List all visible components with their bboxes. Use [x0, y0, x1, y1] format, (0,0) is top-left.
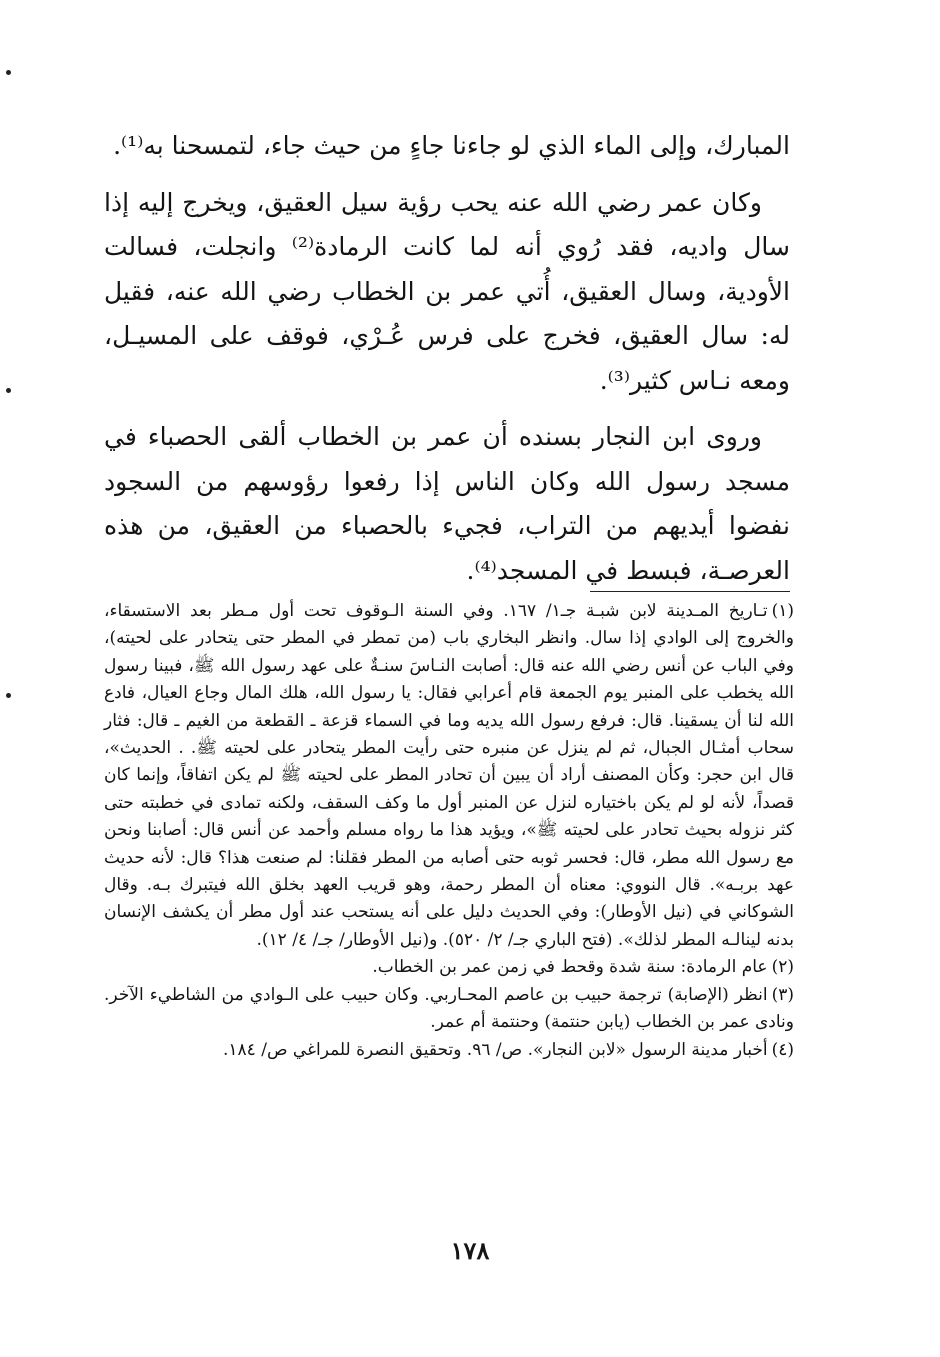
scan-mark [6, 693, 11, 698]
footnote-4 [104, 1037, 794, 1064]
main-text [104, 124, 790, 593]
footnote-number: (٢) [771, 957, 794, 978]
footnote-number: (٣) [771, 984, 794, 1005]
page-number: ١٧٨ [450, 1236, 490, 1265]
footnote-text: أخبار مدينة الرسول «لابن النجار». ص/ ٩٦. وتحقيق النصرة للمراغي ص/ ١٨٤. [223, 1039, 768, 1060]
footnote-text: تـاريخ المـدينة لابن شبـة جـ١/ ١٦٧. وفي السنة الـوقوف تحت أول مـطر بعد الاستسقاء، والخروج إلى الوادي إذا سال. وانظر البخاري باب (من تمطر في المطر حتى يتحادر على لحيته)، وفي الباب عن أنس رضي الله عنه قال: أصابت النـاسَ سنـةٌ على عهد رسول الله ﷺ، فبينا رسول الله يخطب على المنبر يوم الجمعة قام أعرابي فقال: يا رسول الله، هلك المال وجاع العيال، فادع الله لنا أن يسقينا. قال: فرفع رسول الله يديه وما في السماء قزعة ـ القطعة من الغيم ـ قال: فثار سحاب أمثـال الجبال، ثم لم ينزل عن منبره حتى رأيت المطر يتحادر على لحيته ﷺ. . الحديث»، قال ابن حجر: وكأن المصنف أراد أن يبين أن تحادر المطر على لحيته ﷺ لم يكن اتفاقاً، وإنما كان قصداً، لأنه لو لم يكن باختياره لنزل عن المنبر أول ما وكف السقف، ولكنه تمادى في خطبته حتى كثر نزوله بحيث تحادر على لحيته ﷺ»، ويؤيد هذا ما رواه مسلم وأحمد عن أنس قال: أصابنا ونحن مع رسول الله مطر، قال: فحسر ثوبه حتى أصابه من المطر فقلنا: لم صنعت هذا؟ قال: لأنه حديث عهد بربـه». قال النووي: معناه أن المطر رحمة، وهو قريب العهد بخلق الله فيتبرك بـه. وقال الشوكاني في (نيل الأوطار): وفي الحديث دليل على أنه يستحب عند أول مطر أن يكشف الإنسان بدنه لينالـه المطر لذلك». (فتح الباري جـ/ ٢/ ٥٢٠). و(نيل الأوطار/ جـ/ ٤/ ١٢). [104, 601, 795, 950]
scan-mark [6, 70, 11, 75]
footnote-text: انظر (الإصابة) ترجمة حبيب بن عاصم المحـاربي. وكان حبيب على الـوادي من الشاطيء الآخر. ونادى عمر بن الخطاب (يابن حنتمة) وحنتمة أم عمر. [104, 984, 794, 1033]
paragraph-continuation: المبارك، وإلى الماء الذي لو جاءنا جاءٍ من حيث جاء، لتمسحنا به⁽¹⁾. [113, 131, 790, 160]
footnote-text: عام الرمادة: سنة شدة وقحط في زمن عمر بن الخطاب. [372, 957, 768, 978]
footnote-separator [590, 591, 790, 592]
footnote-number: (٤) [771, 1039, 794, 1060]
paragraph-ibn-najjar-pebbles: وروى ابن النجار بسنده أن عمر بن الخطاب ألقى الحصباء في مسجد رسول الله وكان الناس إذا رفعوا رؤوسهم من السجود نفضوا أيديهم من التراب، فجيء بالحصباء من العقيق، من هذه العرصـة، فبسط في المسجد⁽⁴⁾. [104, 422, 790, 585]
scan-mark [6, 388, 11, 393]
footnote-1 [104, 598, 794, 954]
footnote-2 [104, 954, 794, 981]
footnote-number: (١) [771, 601, 794, 621]
paragraph-umar-aqiq-flood: وكان عمر رضي الله عنه يحب رؤية سيل العقيق، ويخرج إليه إذا سال واديه، فقد رُوي أنه لما كانت الرمادة⁽²⁾ وانجلت، فسالت الأودية، وسال العقيق، أُتي عمر بن الخطاب رضي الله عنه، فقيل له: سال العقيق، فخرج على فرس عُـرْي، فوقف على المسيـل، ومعه نـاس كثير⁽³⁾. [104, 187, 790, 395]
footnote-3 [104, 982, 794, 1037]
footnotes [104, 598, 794, 1064]
